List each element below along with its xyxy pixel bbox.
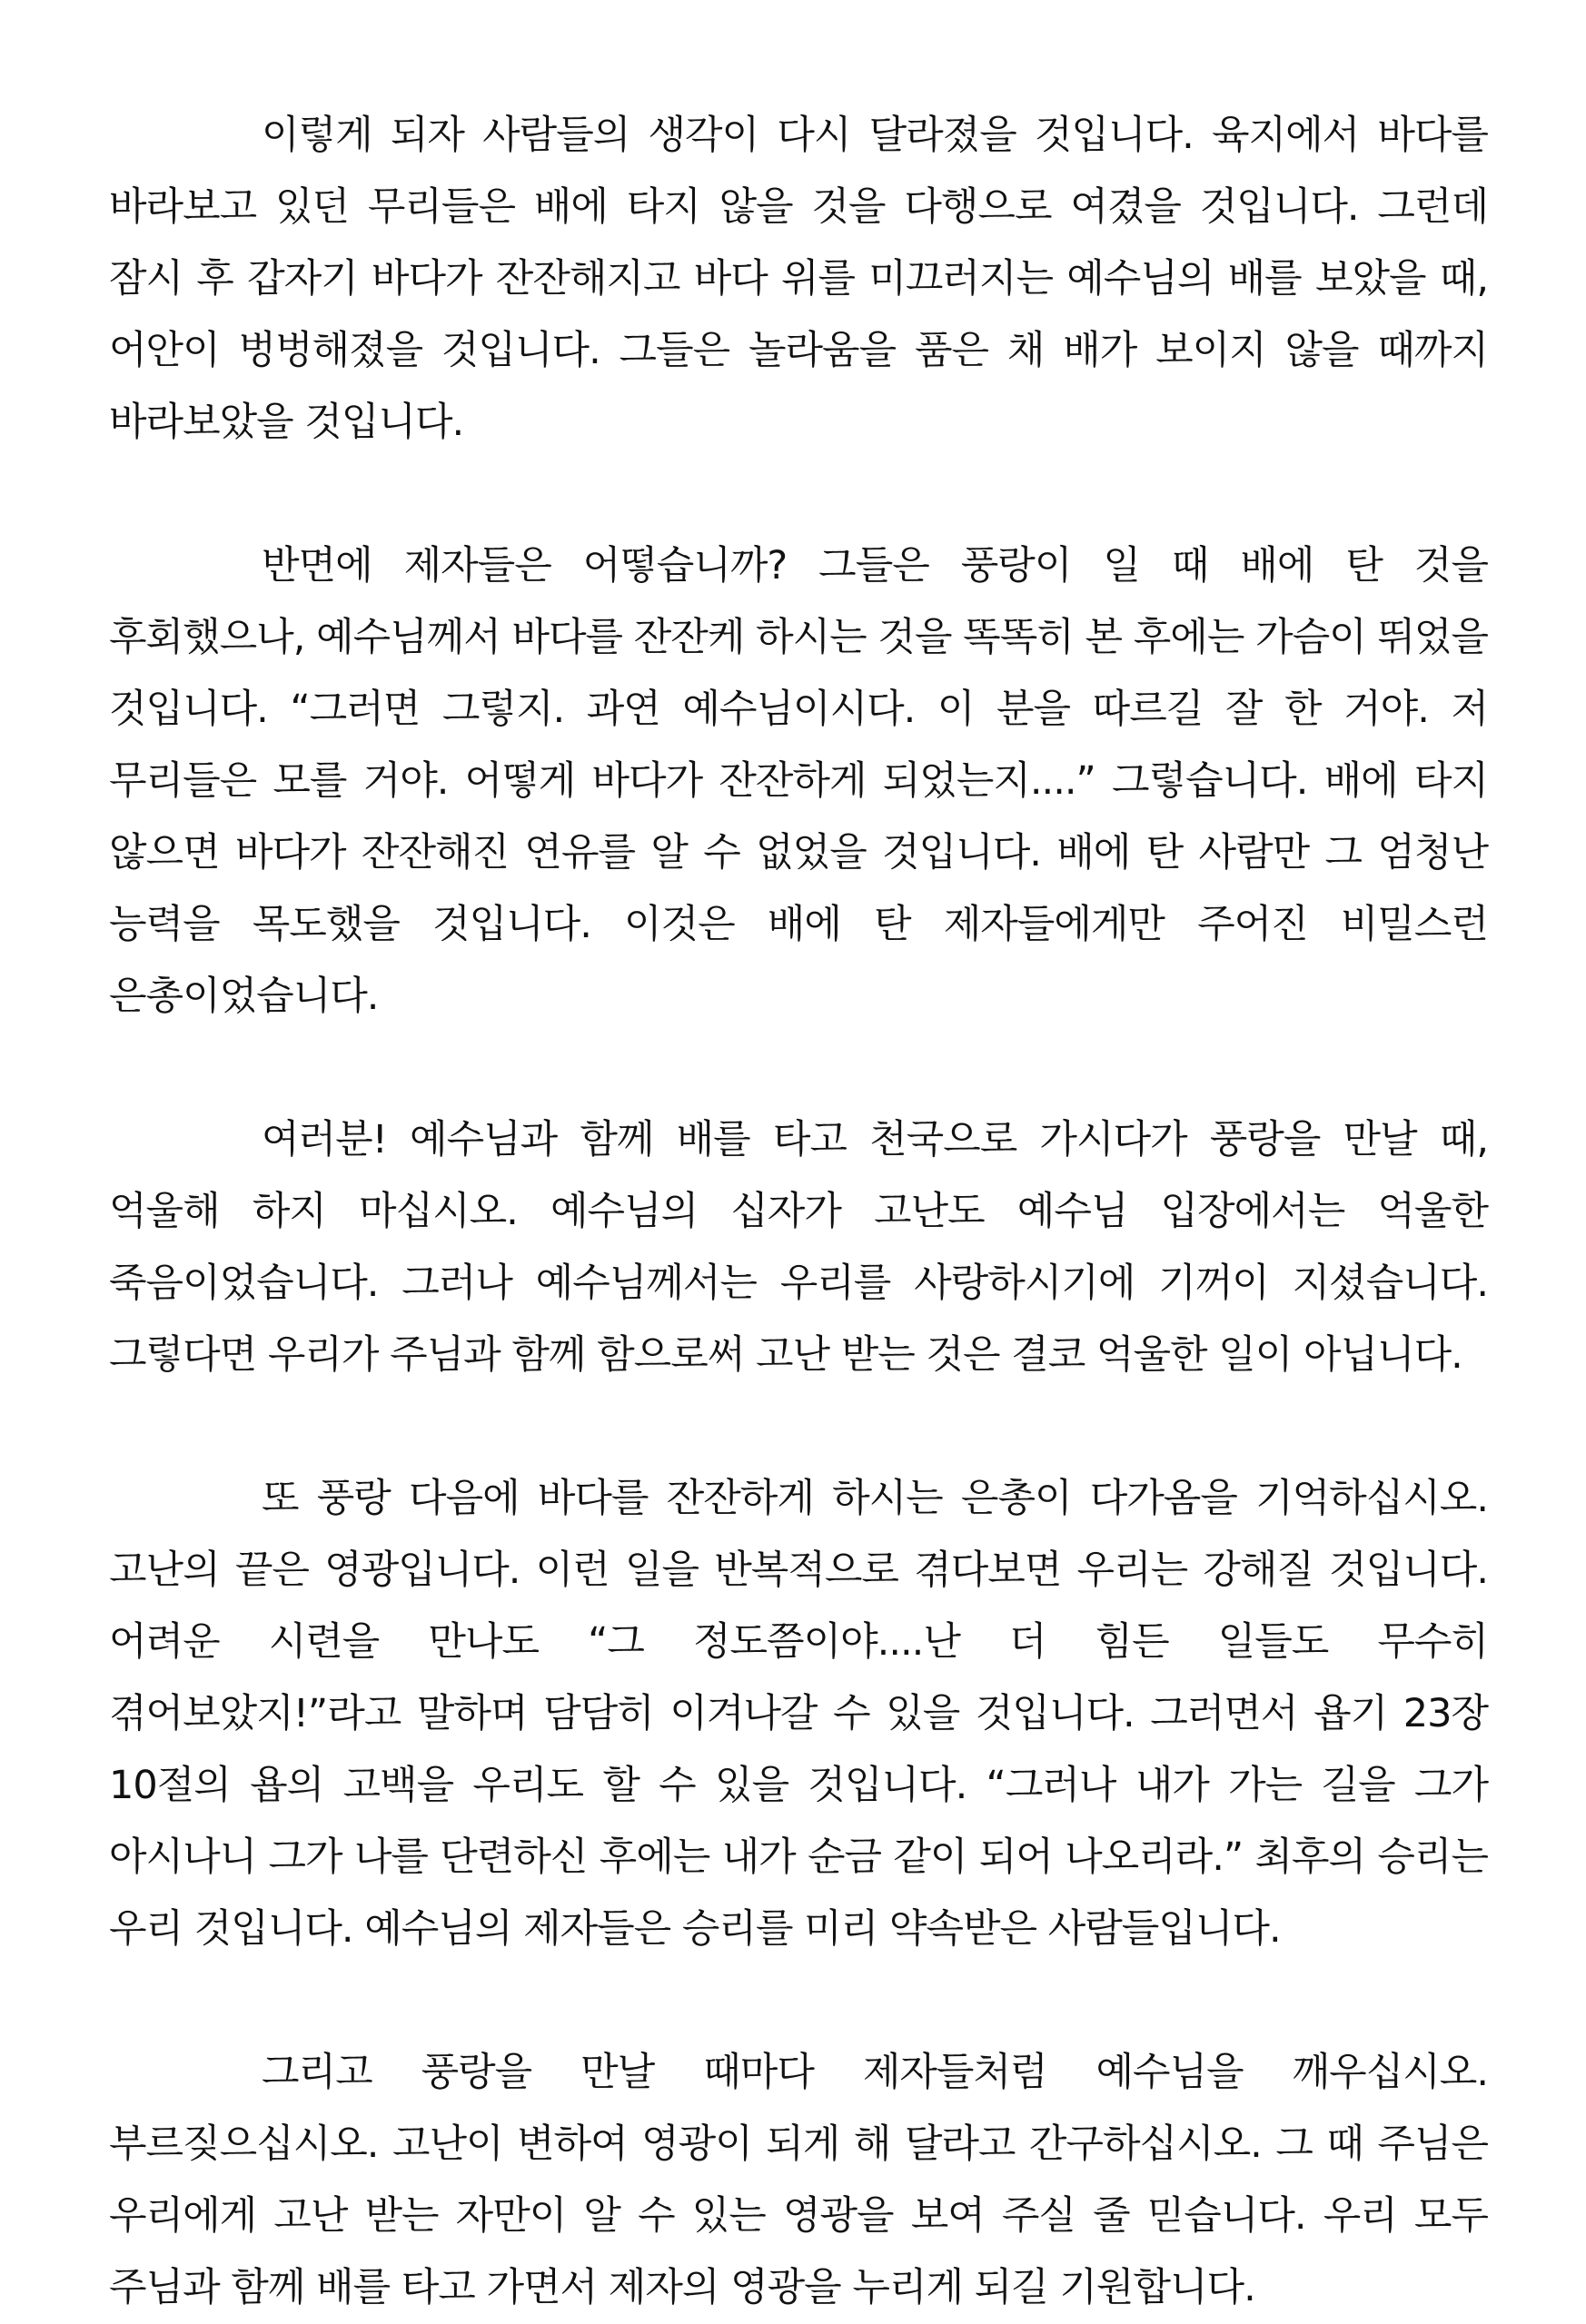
paragraph-5: 그리고 풍랑을 만날 때마다 제자들처럼 예수님을 깨우십시오. 부르짖으십시오. 고난이 변하여 영광이 되게 해 달라고 간구하십시오. 그 때 주님은 우리에게 고난 받는 자만이 알 수 있는 영광을 보여 주실 줄 믿습니다. 우리 모두 주님과 함께 배를 타고 가면서 제자의 영광을 누리게 되길 기원합니다. <box>109 2050 1488 2310</box>
paragraph-4: 또 풍랑 다음에 바다를 잔잔하게 하시는 은총이 다가옴을 기억하십시오. 고난의 끝은 영광입니다. 이런 일을 반복적으로 겪다보면 우리는 강해질 것입니다. 어려운 시련을 만나도 “그 정도쯤이야....난 더 힘든 일들도 무수히 겪어보았지!”라고 말하며 담담히 이겨나갈 수 있을 것입니다. 그러면서 욥기 23장 10절의 욥의 고백을 우리도 할 수 있을 것입니다. “그러나 내가 가는 길을 그가 아시나니 그가 나를 단련하신 후에는 내가 순금 같이 되어 나오리라.” 최후의 승리는 우리 것입니다. 예수님의 제자들은 승리를 미리 약속받은 사람들입니다. <box>109 1476 1488 1952</box>
paragraph-3: 여러분! 예수님과 함께 배를 타고 천국으로 가시다가 풍랑을 만날 때, 억울해 하지 마십시오. 예수님의 십자가 고난도 예수님 입장에서는 억울한 죽음이었습니다. 그러나 예수님께서는 우리를 사랑하시기에 기꺼이 지셨습니다. 그렇다면 우리가 주님과 함께 함으로써 고난 받는 것은 결코 억울한 일이 아닙니다. <box>109 1117 1488 1378</box>
document-body <box>109 100 1488 2324</box>
paragraph-2: 반면에 제자들은 어떻습니까? 그들은 풍랑이 일 때 배에 탄 것을 후회했으나, 예수님께서 바다를 잔잔케 하시는 것을 똑똑히 본 후에는 가슴이 뛰었을 것입니다. “그러면 그렇지. 과연 예수님이시다. 이 분을 따르길 잘 한 거야. 저 무리들은 모를 거야. 어떻게 바다가 잔잔하게 되었는지....” 그렇습니다. 배에 타지 않으면 바다가 잔잔해진 연유를 알 수 없었을 것입니다. 배에 탄 사람만 그 엄청난 능력을 목도했을 것입니다. 이것은 배에 탄 제자들에게만 주어진 비밀스런 은총이었습니다. <box>109 543 1488 1019</box>
paragraph-1: 이렇게 되자 사람들의 생각이 다시 달라졌을 것입니다. 육지에서 바다를 바라보고 있던 무리들은 배에 타지 않을 것을 다행으로 여겼을 것입니다. 그런데 잠시 후 갑자기 바다가 잔잔해지고 바다 위를 미끄러지는 예수님의 배를 보았을 때, 어안이 벙벙해졌을 것입니다. 그들은 놀라움을 품은 채 배가 보이지 않을 때까지 바라보았을 것입니다. <box>109 113 1488 445</box>
